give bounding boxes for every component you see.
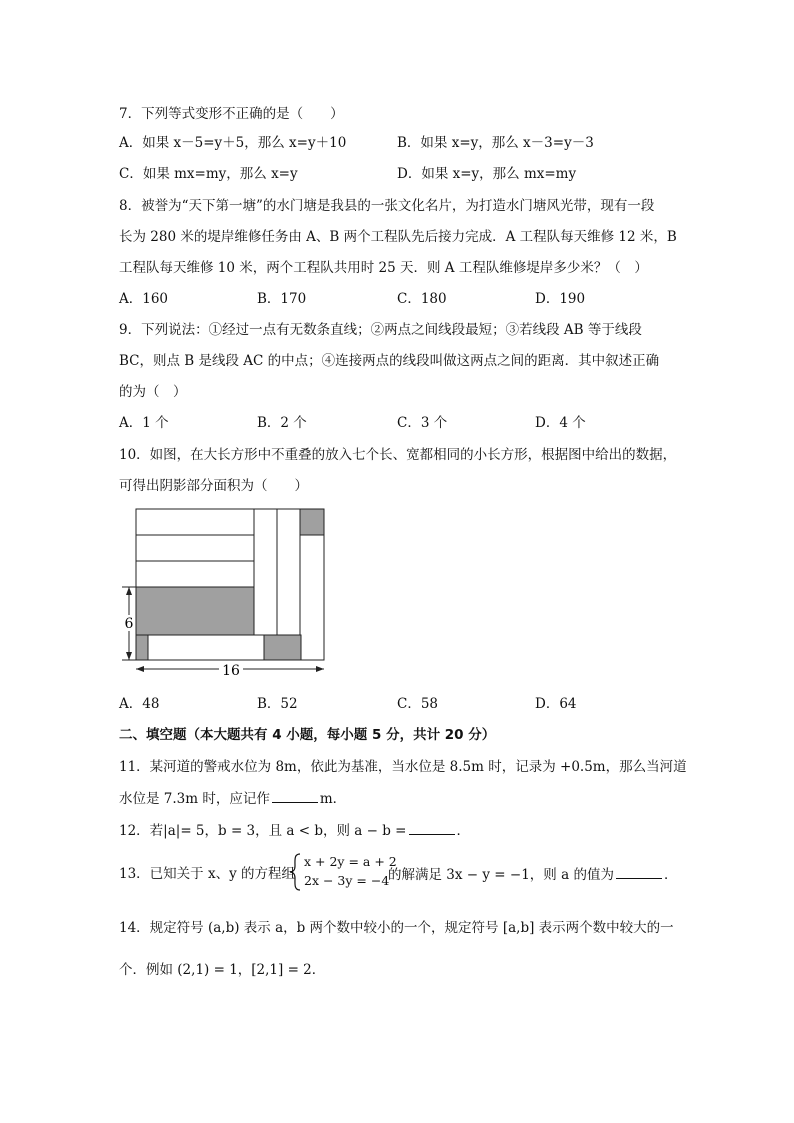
q10-option-d: D．64 xyxy=(535,696,577,712)
q7-option-c: C．如果 mx=my，那么 x=y xyxy=(119,166,298,182)
width-label: 16 xyxy=(222,663,240,679)
q12-end: ． xyxy=(456,823,470,839)
q12-line xyxy=(119,820,470,841)
shaded-bottom-right xyxy=(264,635,301,660)
q7-stem: 7．下列等式变形不正确的是（ ） xyxy=(119,106,344,122)
q11-line-2-text: 水位是 7.3m 时，应记作 xyxy=(119,791,270,807)
q12-text: 12．若|a|= 5，b = 3，且 a < b，则 a − b = xyxy=(119,823,407,839)
q8-line-3: 工程队每天维修 10 米，两个工程队共用时 25 天．则 A 工程队维修堤岸多少米？（ ） xyxy=(119,260,648,276)
q8-line-1: 8．被誉为“天下第一塘”的水门塘是我县的一张文化名片，为打造水门塘风光带，现有一段 xyxy=(119,198,655,214)
small-rect-vertical-1 xyxy=(254,509,277,635)
rectangles-figure xyxy=(119,505,334,680)
q14-line-1: 14．规定符号 (a,b) 表示 a，b 两个数中较小的一个，规定符号 [a,b] 表示两个数中较大的一 xyxy=(119,920,674,936)
q9-line-1: 9．下列说法：①经过一点有无数条直线；②两点之间线段最短；③若线段 AB 等于线段 xyxy=(119,322,642,338)
q9-option-c: C．3 个 xyxy=(397,415,448,431)
shaded-corner-top-right xyxy=(300,509,324,535)
q8-option-d: D．190 xyxy=(535,291,586,307)
q14-line-2: 个．例如 (2,1) = 1，[2,1] = 2． xyxy=(119,962,326,978)
q13-condition-text: 的解满足 3x − y = −1，则 a 的值为 xyxy=(388,867,614,883)
small-rect-2 xyxy=(136,535,254,561)
q11-line-2-unit: m． xyxy=(319,791,347,807)
shaded-region-left xyxy=(136,587,254,635)
q9-option-b: B．2 个 xyxy=(257,415,307,431)
q10-option-a: A．48 xyxy=(119,696,160,712)
q13-intro: 13．已知关于 x、y 的方程组 xyxy=(119,866,296,882)
q11-answer-blank xyxy=(272,788,318,803)
section-2-title: 二、填空题（本大题共有 4 小题，每小题 5 分，共计 20 分） xyxy=(119,727,496,743)
small-rect-1 xyxy=(136,509,254,535)
q9-option-a: A．1 个 xyxy=(119,415,169,431)
small-rect-bottom xyxy=(148,635,264,660)
q13-answer-blank xyxy=(616,864,662,879)
q8-option-b: B．170 xyxy=(257,291,307,307)
q8-option-c: C．180 xyxy=(397,291,447,307)
q9-line-2: BC，则点 B 是线段 AC 的中点；④连接两点的线段叫做这两点之间的距离．其中叙述正确 xyxy=(119,353,660,369)
small-rect-vertical-2 xyxy=(277,509,300,635)
q10-line-1: 10．如图，在大长方形中不重叠的放入七个长、宽都相同的小长方形，根据图中给出的数据， xyxy=(119,447,677,463)
q9-line-3: 的为（ ） xyxy=(119,384,187,400)
q10-option-b: B．52 xyxy=(257,696,298,712)
equation-system-brace xyxy=(288,852,302,892)
q13-equation-2: 2x − 3y = −4 xyxy=(304,873,390,888)
q13-end: ． xyxy=(663,867,678,883)
q11-line-2 xyxy=(119,788,346,809)
q11-line-1: 11．某河道的警戒水位为 8m，依此为基准，当水位是 8.5m 时，记录为 +0.5m，那么当河道 xyxy=(119,759,687,775)
q8-option-a: A．160 xyxy=(119,291,169,307)
shaded-strip-bottom-left xyxy=(136,635,148,660)
q7-option-b: B．如果 x=y，那么 x－3=y－3 xyxy=(397,135,594,151)
q13-equation-1: x + 2y = a + 2 xyxy=(304,854,397,869)
height-label: 6 xyxy=(124,616,134,632)
q8-line-2: 长为 280 米的堤岸维修任务由 A、B 两个工程队先后接力完成．A 工程队每天维修 12 米，B xyxy=(119,229,677,245)
q7-option-d: D．如果 x=y，那么 mx=my xyxy=(397,166,577,182)
q10-option-c: C．58 xyxy=(397,696,439,712)
q13-condition xyxy=(388,864,677,885)
q10-line-2: 可得出阴影部分面积为（ ） xyxy=(119,478,308,494)
small-rect-3 xyxy=(136,561,254,587)
q12-answer-blank xyxy=(409,820,455,835)
q9-option-d: D．4 个 xyxy=(535,415,586,431)
q7-option-a: A．如果 x－5=y＋5，那么 x=y＋10 xyxy=(119,135,347,151)
